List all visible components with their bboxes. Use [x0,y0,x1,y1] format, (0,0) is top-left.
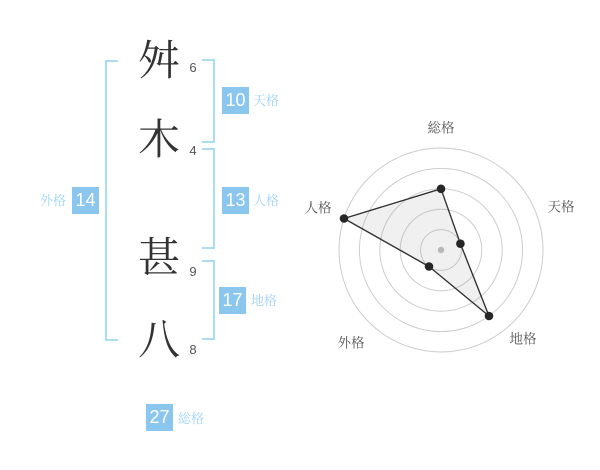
radar-chart [300,95,600,385]
jinkaku-bracket [202,148,215,249]
radar-center-dot [438,247,444,253]
name-character-2: 木 [137,116,180,163]
soukaku-label: 総格 [178,411,205,426]
gaikaku-value-badge: 14 [72,187,99,214]
radar-data-point-soukaku [437,185,446,194]
radar-axis-label-chikaku: 地格 [509,331,537,347]
radar-axis-label-tenkaku: 天格 [547,199,575,215]
name-character-3: 甚 [137,234,180,281]
radar-data-polygon [344,189,489,316]
radar-data-point-gaikaku [425,262,434,271]
soukaku-value-badge: 27 [146,404,173,431]
tenkaku-value-badge: 10 [222,87,249,114]
gaikaku-label: 外格 [40,193,67,208]
name-character-4: 八 [137,316,180,363]
radar-axis-label-jinkaku: 人格 [304,200,332,216]
tenkaku-label: 天格 [253,93,280,108]
chikaku-value-badge: 17 [219,287,246,314]
radar-axis-label-soukaku: 総格 [427,120,455,136]
jinkaku-label: 人格 [253,193,280,208]
radar-axis-label-gaikaku: 外格 [337,335,365,351]
chikaku-bracket [202,260,215,340]
jinkaku-value-badge: 13 [222,187,249,214]
stroke-count-3: 9 [189,264,197,279]
stroke-count-4: 8 [189,342,197,357]
tenkaku-bracket [202,59,215,143]
radar-data-point-tenkaku [456,239,465,248]
stroke-count-1: 6 [189,60,197,75]
stroke-count-2: 4 [189,143,197,158]
radar-chart-svg [300,95,600,385]
name-character-1: 舛 [137,37,180,84]
radar-data-point-chikaku [485,312,494,321]
gaikaku-bracket [105,60,118,341]
radar-data-point-jinkaku [340,214,349,223]
chikaku-label: 地格 [251,293,278,308]
